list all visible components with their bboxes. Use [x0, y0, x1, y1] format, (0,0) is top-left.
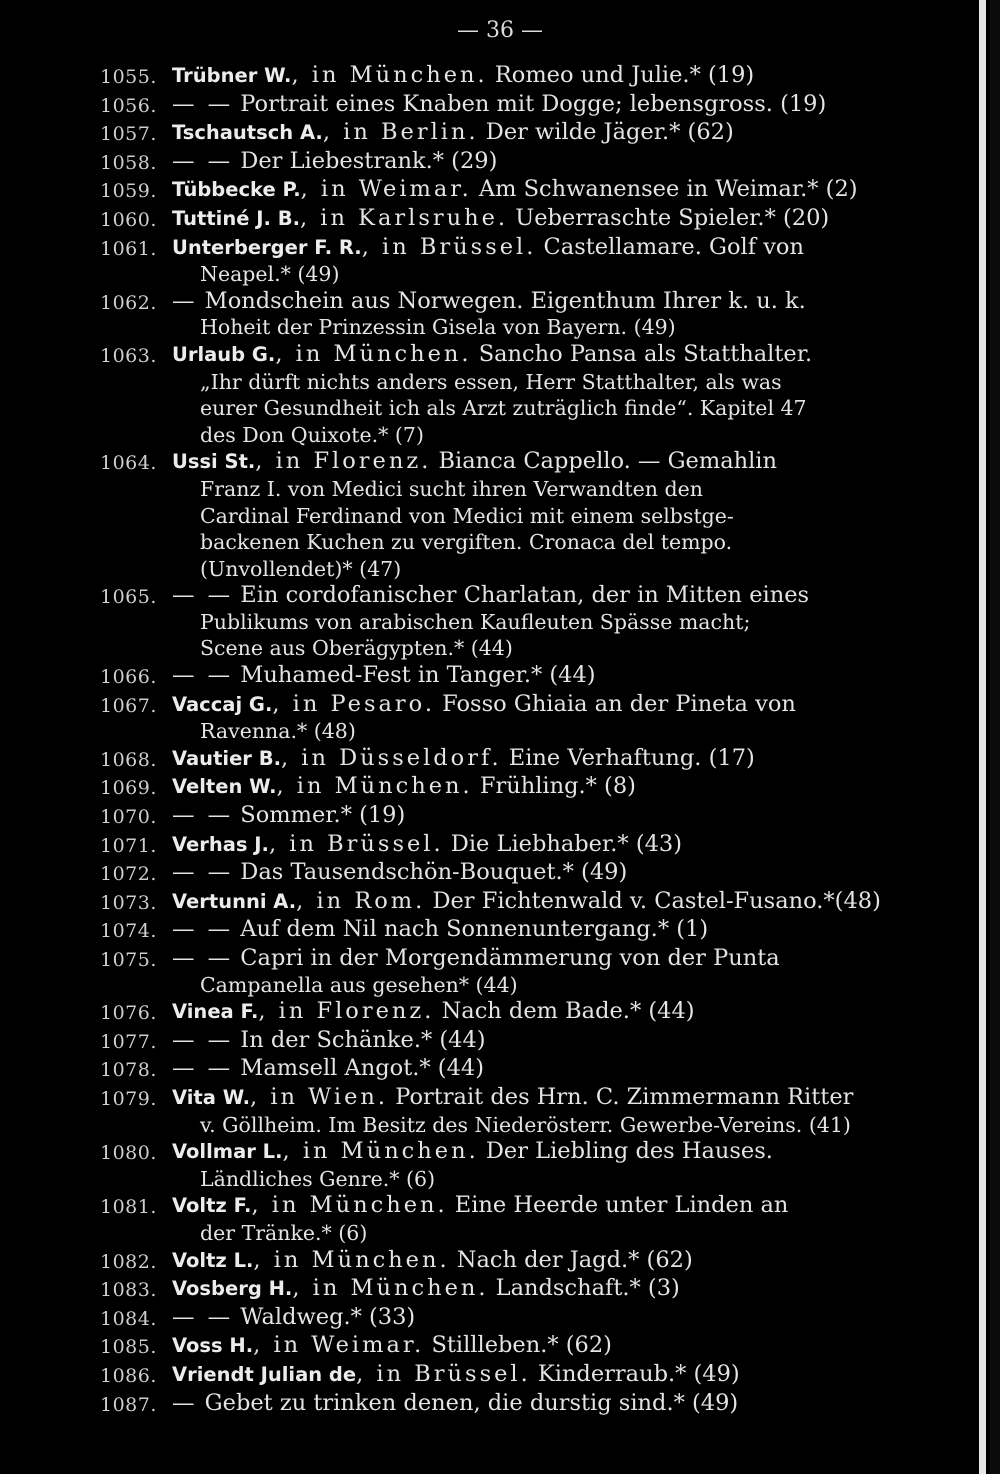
entry-continuation-line: Cardinal Ferdinand von Medici mit einem selbstge-	[200, 503, 734, 528]
entry-body	[172, 148, 908, 175]
artist-location: — —	[172, 1026, 234, 1053]
artist-name: Verhas J.	[172, 832, 269, 856]
entry-number: 1064.	[100, 452, 157, 475]
artist-location: — —	[172, 859, 234, 886]
entry-body	[172, 1361, 908, 1389]
catalog-entry	[100, 582, 908, 662]
entry-number: 1084.	[100, 1307, 157, 1330]
artist-name: Vriendt Julian de	[172, 1362, 357, 1386]
artist-location: —	[172, 1389, 198, 1416]
artist-location: — —	[172, 582, 234, 609]
entry-body	[172, 888, 908, 916]
catalog-entry	[100, 859, 908, 888]
page-edge	[990, 0, 1000, 1474]
entry-body	[172, 1055, 908, 1082]
entry-first-line	[172, 802, 908, 829]
entry-first-line	[172, 91, 908, 118]
catalog-entry	[100, 1138, 908, 1192]
entry-body	[172, 773, 908, 801]
entry-number: 1066.	[100, 666, 157, 689]
catalog-entry	[100, 1390, 908, 1419]
entry-first-line	[172, 288, 908, 315]
entry-number: 1076.	[100, 1002, 157, 1025]
catalog-entry	[100, 691, 908, 745]
artist-name: Voss H.	[172, 1334, 254, 1358]
entry-body	[172, 1247, 908, 1275]
entry-continuation-line: v. Göllheim. Im Besitz des Niederösterr. Gewerbe-Vereins. (41)	[200, 1112, 851, 1137]
entry-first-line	[172, 62, 908, 90]
entry-body	[172, 802, 908, 829]
entry-body	[172, 1027, 908, 1054]
artwork-title: Capri in der Morgendämmerung von der Punta	[233, 945, 780, 971]
entry-body	[172, 1304, 908, 1331]
entry-body	[172, 205, 908, 233]
catalog-entry	[100, 1055, 908, 1084]
artwork-title: Der Fichtenwald v. Castel-Fusano.*(48)	[425, 887, 881, 914]
artwork-title: Eine Verhaftung. (17)	[501, 744, 755, 771]
artist-location: — —	[172, 147, 234, 174]
entry-number: 1062.	[100, 291, 157, 314]
artwork-title: Der Liebestrank.* (29)	[233, 147, 498, 174]
entry-number: 1081.	[100, 1196, 157, 1219]
artwork-title: Auf dem Nil nach Sonnenuntergang.* (1)	[233, 916, 709, 943]
catalog-entry	[100, 341, 908, 448]
artist-location: , in München.	[253, 1246, 450, 1273]
entry-body	[172, 916, 908, 943]
entry-first-line	[172, 1361, 908, 1389]
artist-location: , in Berlin.	[322, 119, 479, 146]
entry-body	[172, 1084, 908, 1138]
artwork-title: Muhamed-Fest in Tanger.* (44)	[233, 662, 596, 689]
entry-body	[172, 91, 908, 118]
artist-name: Urlaub G.	[172, 342, 276, 366]
entry-continuation-line: Hoheit der Prinzessin Gisela von Bayern. (49)	[200, 315, 676, 340]
catalog-entry	[100, 288, 908, 341]
entry-number: 1077.	[100, 1030, 157, 1053]
artwork-title: Portrait des Hrn. C. Zimmermann Ritter	[388, 1083, 854, 1110]
artist-location: — —	[172, 1303, 234, 1330]
artwork-title: Eine Heerde unter Linden an	[447, 1192, 789, 1219]
entry-number: 1058.	[100, 151, 157, 174]
entry-body	[172, 448, 908, 582]
artist-name: Vinea F.	[172, 1000, 259, 1024]
entry-first-line	[172, 1304, 908, 1331]
entry-number: 1086.	[100, 1364, 157, 1387]
artwork-title: Castellamare. Golf von	[536, 233, 804, 260]
artwork-title: Der wilde Jäger.* (62)	[478, 119, 734, 146]
entry-first-line	[172, 1275, 908, 1303]
entry-body	[172, 1275, 908, 1303]
artwork-title: Nach der Jagd.* (62)	[449, 1246, 693, 1273]
entry-first-line	[172, 1332, 908, 1360]
entry-body	[172, 662, 908, 689]
catalog-entry	[100, 1192, 908, 1246]
artwork-title: Frühling.* (8)	[472, 773, 636, 800]
artwork-title: Ein cordofanischer Charlatan, der in Mitten eines	[233, 582, 810, 609]
catalog-entry	[100, 1247, 908, 1276]
artist-name: Voltz L.	[172, 1248, 254, 1272]
artwork-title: Fosso Ghiaia an der Pineta von	[434, 690, 796, 717]
artist-location: , in Florenz.	[258, 998, 435, 1025]
entry-continuation-line: Neapel.* (49)	[200, 262, 340, 287]
entry-first-line	[172, 1390, 908, 1417]
entry-first-line	[172, 916, 908, 943]
entry-number: 1087.	[100, 1393, 157, 1416]
artwork-title: Romeo und Julie.* (19)	[487, 62, 755, 88]
artist-location: — —	[172, 916, 234, 943]
entry-first-line	[172, 888, 908, 916]
entry-first-line	[172, 1084, 908, 1112]
artwork-title: Sancho Pansa als Statthalter.	[471, 340, 813, 367]
entry-first-line	[172, 119, 908, 147]
catalog-entry	[100, 773, 908, 802]
artwork-title: Waldweg.* (33)	[233, 1303, 416, 1330]
artwork-title: Der Liebling des Hauses.	[478, 1138, 773, 1165]
entry-number: 1075.	[100, 949, 157, 971]
artist-name: Vosberg H.	[172, 1277, 293, 1301]
entry-body	[172, 1138, 908, 1192]
catalog-entry	[100, 998, 908, 1027]
artist-location: , in Weimar.	[300, 176, 472, 203]
entry-body	[172, 1390, 908, 1417]
entry-number: 1061.	[100, 237, 157, 260]
artist-name: Ussi St.	[172, 450, 256, 474]
artwork-title: Ueberraschte Spieler.* (20)	[508, 204, 830, 231]
entry-first-line	[172, 234, 908, 262]
entry-body	[172, 998, 908, 1026]
entry-first-line	[172, 448, 908, 476]
entry-number: 1059.	[100, 180, 157, 203]
entry-continuation-line: eurer Gesundheit ich als Arzt zuträglich finde“. Kapitel 47	[200, 396, 807, 421]
entry-first-line	[172, 341, 908, 369]
entry-first-line	[172, 691, 908, 719]
entry-body	[172, 234, 908, 288]
entry-number: 1079.	[100, 1087, 157, 1110]
entry-continuation-line: backenen Kuchen zu vergiften. Cronaca del tempo.	[200, 530, 733, 555]
entry-number: 1073.	[100, 891, 157, 914]
artist-name: Vertunni A.	[172, 889, 297, 913]
entry-first-line	[172, 1055, 908, 1082]
catalog-entry	[100, 1304, 908, 1333]
artist-name: Vautier B.	[172, 746, 281, 770]
artwork-title: Am Schwanensee in Weimar.* (2)	[471, 176, 858, 203]
entry-continuation-line: Publikums von arabischen Kaufleuten Spässe macht;	[200, 609, 751, 634]
entry-body	[172, 1192, 908, 1246]
artist-location: , in Brüssel.	[268, 830, 444, 857]
artwork-title: Bianca Cappello. — Gemahlin	[431, 448, 777, 475]
catalog-entry	[100, 802, 908, 831]
entry-body	[172, 1332, 908, 1360]
catalog-entry	[100, 91, 908, 120]
entry-number: 1060.	[100, 208, 157, 231]
artist-location: , in Brüssel.	[361, 233, 537, 260]
artwork-title: Kinderraub.* (49)	[530, 1360, 740, 1387]
catalog-entry	[100, 888, 908, 917]
entry-number: 1067.	[100, 694, 157, 717]
artist-location: , in Düsseldorf.	[280, 744, 502, 771]
artist-name: Vollmar L.	[172, 1140, 283, 1164]
entry-continuation-line: Ländliches Genre.* (6)	[200, 1166, 436, 1191]
entry-number: 1074.	[100, 920, 157, 943]
artist-name: Unterberger F. R.	[172, 235, 362, 259]
entry-number: 1065.	[100, 586, 157, 609]
entry-first-line	[172, 582, 908, 609]
artist-location: —	[172, 287, 198, 314]
artwork-title: Stillleben.* (62)	[424, 1332, 612, 1359]
artist-name: Tschautsch A.	[172, 121, 323, 145]
entry-first-line	[172, 662, 908, 689]
artist-location: — —	[172, 945, 234, 971]
catalog-entry	[100, 745, 908, 774]
entry-body	[172, 119, 908, 147]
entry-number: 1078.	[100, 1059, 157, 1082]
entry-continuation-line: Ravenna.* (48)	[200, 719, 356, 744]
entry-first-line	[172, 1192, 908, 1220]
entry-continuation-line: (Unvollendet)* (47)	[200, 556, 402, 581]
artwork-title: Mondschein aus Norwegen. Eigenthum Ihrer k. u. k.	[197, 287, 806, 314]
entry-continuation-line: des Don Quixote.* (7)	[200, 422, 424, 447]
artist-location: — —	[172, 802, 234, 829]
entry-continuation-line: „Ihr dürft nichts anders essen, Herr Statthalter, als was	[200, 369, 782, 394]
catalog-entry	[100, 1084, 908, 1138]
artist-location: , in Florenz.	[255, 448, 432, 475]
catalog-entry	[100, 945, 908, 998]
artist-location: — —	[172, 1055, 234, 1082]
entry-body	[172, 341, 908, 448]
entry-first-line	[172, 831, 908, 859]
entry-number: 1057.	[100, 123, 157, 146]
entry-continuation-line: Franz I. von Medici sucht ihren Verwandten den	[200, 476, 703, 501]
catalog-entry	[100, 448, 908, 582]
artist-name: Vita W.	[172, 1085, 251, 1109]
artwork-title: Die Liebhaber.* (43)	[443, 830, 683, 857]
catalog-entry	[100, 1361, 908, 1390]
entry-first-line	[172, 205, 908, 233]
entry-number: 1063.	[100, 344, 157, 367]
catalog-entry	[100, 1332, 908, 1361]
entry-number: 1080.	[100, 1142, 157, 1165]
artist-name: Trübner W.	[172, 64, 292, 87]
entry-number: 1071.	[100, 834, 157, 857]
artist-location: , in München.	[282, 1138, 479, 1165]
artist-location: , in München.	[275, 340, 472, 367]
entry-first-line	[172, 773, 908, 801]
entry-body	[172, 691, 908, 745]
entry-list	[100, 62, 908, 1418]
catalog-entry	[100, 205, 908, 234]
artist-location: , in Weimar.	[253, 1332, 425, 1359]
entry-first-line	[172, 998, 908, 1026]
entry-number: 1069.	[100, 777, 157, 800]
entry-body	[172, 831, 908, 859]
entry-body	[172, 745, 908, 773]
entry-continuation-line: Scene aus Oberägypten.* (44)	[200, 636, 513, 661]
artwork-title: Sommer.* (19)	[233, 802, 406, 829]
entry-number: 1055.	[100, 66, 157, 88]
entry-first-line	[172, 745, 908, 773]
artist-name: Tübbecke P.	[172, 178, 301, 202]
entry-number: 1072.	[100, 863, 157, 886]
catalog-entry	[100, 234, 908, 288]
artwork-title: Portrait eines Knaben mit Dogge; lebensgross. (19)	[233, 90, 827, 117]
catalog-entry	[100, 662, 908, 691]
artist-location: — —	[172, 662, 234, 689]
catalog-entry	[100, 916, 908, 945]
entry-first-line	[172, 1027, 908, 1054]
artist-location: , in Brüssel.	[356, 1360, 531, 1387]
artist-location: , in Wien.	[250, 1083, 389, 1110]
entry-first-line	[172, 859, 908, 886]
artist-name: Vaccaj G.	[172, 692, 273, 716]
entry-body	[172, 288, 908, 341]
artist-location: , in München.	[276, 773, 473, 800]
entry-number: 1070.	[100, 806, 157, 829]
entry-number: 1083.	[100, 1279, 157, 1302]
entry-first-line	[172, 1247, 908, 1275]
entry-body	[172, 859, 908, 886]
entry-first-line	[172, 148, 908, 175]
artwork-title: Landschaft.* (3)	[488, 1275, 680, 1302]
entry-body	[172, 176, 908, 204]
entry-first-line	[172, 945, 908, 972]
catalog-entry	[100, 1027, 908, 1056]
catalog-entry	[100, 831, 908, 860]
artist-location: , in Rom.	[296, 887, 426, 914]
entry-body	[172, 945, 908, 998]
catalog-entry	[100, 119, 908, 148]
entry-number: 1082.	[100, 1250, 157, 1273]
artist-location: — —	[172, 90, 234, 117]
artwork-title: Das Tausendschön-Bouquet.* (49)	[233, 859, 628, 886]
artist-location: , in München.	[251, 1192, 448, 1219]
artwork-title: Nach dem Bade.* (44)	[434, 998, 695, 1025]
entry-number: 1068.	[100, 748, 157, 771]
artist-name: Velten W.	[172, 775, 277, 799]
catalog-entry	[100, 62, 908, 91]
artwork-title: Mamsell Angot.* (44)	[233, 1055, 484, 1082]
artwork-title: Gebet zu trinken denen, die durstig sind.* (49)	[197, 1389, 739, 1416]
artist-location: , in München.	[292, 1275, 489, 1302]
entry-body	[172, 62, 908, 90]
entry-number: 1056.	[100, 94, 157, 117]
artist-name: Tuttiné J. B.	[172, 206, 300, 230]
artwork-title: In der Schänke.* (44)	[233, 1026, 486, 1053]
entry-first-line	[172, 1138, 908, 1166]
artist-location: , in Pesaro.	[272, 690, 435, 717]
page-number: — 36 —	[457, 18, 543, 43]
catalog-entry	[100, 1275, 908, 1304]
entry-number: 1085.	[100, 1336, 157, 1359]
artist-location: , in Karlsruhe.	[300, 204, 509, 231]
entry-body	[172, 582, 908, 662]
entry-first-line	[172, 176, 908, 204]
artist-location: , in München.	[291, 62, 488, 88]
catalog-entry	[100, 148, 908, 177]
entry-continuation-line: der Tränke.* (6)	[200, 1220, 368, 1245]
entry-continuation-line: Campanella aus gesehen* (44)	[200, 972, 518, 997]
catalog-entry	[100, 176, 908, 205]
artist-name: Voltz F.	[172, 1194, 252, 1218]
binding-edge-rule	[979, 0, 986, 1474]
